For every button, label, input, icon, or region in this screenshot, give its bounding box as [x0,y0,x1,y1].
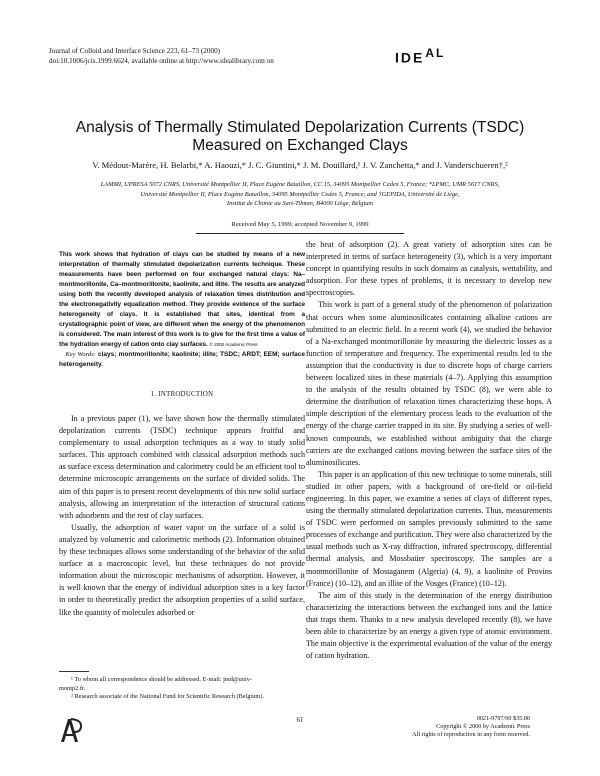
affiliation-line-3: Institut de Chimie au Sart-Tilman, B4000 Liège, Belgium [226,200,374,208]
affiliation-line-1: LAMMI, UPRESA 5072 CNRS, Université Montpellier II, Place Eugène Bataillon, CC 15, 34095 Montpellier Cedex 5, France; *LPMC, UMR 5617 CNRS, [100,181,500,188]
title-line-2: Measured on Exchanged Clays [192,137,408,154]
keywords-label: Key Words: [65,351,96,358]
intro-text-left [59,413,305,619]
academic-press-logo [55,716,85,744]
ideal-logo [395,46,445,66]
ideal-logo-mark: AL [425,46,446,60]
copyright-line: Copyright © 2000 by Academic Press [436,723,530,731]
affiliation-line-2: Université Montpellier II, Place Eugène Bataillon, 34095 Montpellier Cedex 5, France; and †GEPIDA, Université de Liège, [140,190,460,198]
section-heading-introduction: 1. INTRODUCTION [150,391,214,398]
abstract [59,250,305,350]
received-dates: Received May 5, 1999; accepted November 9, 1999 [231,221,369,228]
journal-header [49,47,379,66]
paragraph: the heat of adsorption (2). A great variety of adsorption sites can be interpreted in terms of surface heterogeneity (3), which is a very important concept in quantifying results in such domains as catalysis, wettability, and adsorption. For these types of problems, it is necessary to develop new spectroscopies. [306,240,552,298]
footnote-1: ¹ To whom all correspondence should be addressed. E-mail: jmd@univ- [71,676,252,683]
journal-citation: Journal of Colloid and Interface Science 223, 61–73 (2000) [49,47,221,55]
abstract-text: This work shows that hydration of clays can be studied by means of a new interpretation of thermally stimulated depolarization currents technique. These measurements have been performed on four exchanged natural clays: Na–montmorillonite, Ca–montmorillonite, kaolinite, and illite. The results are analyzed using both the recently developed analysis of relaxation times distribution and the electronegativity equalization method. They provide evidence of the surface heterogeneity of clays. It is established that sites, identical from a crystallographic point of view, are different when the energy of the phenomenon is considered. The main interest of this work is to give for the first time a value of the hydration energy of cation onto clay surfaces. [59,251,305,348]
affiliations [50,180,550,209]
author-list: V. Médout-Marère, H. Belarbi,* A. Haouzi,* J. C. Giuntini,* J. M. Douillard,¹ J. V. Zanchetta,* and J. Vanderschueren†,² [92,160,508,170]
article-title [40,119,560,155]
keywords [59,350,305,370]
page-number: 61 [296,716,304,724]
rights-line: All rights of reproduction in any form reserved. [412,731,530,739]
paragraph: In a previous paper (1), we have shown how the thermally stimulated depolarization currents (TSDC) technique appears fruitful and complementary to usual adsorption techniques as a way to study solid surfaces. This approach combined with classical adsorption methods such as surface excess determination and calorimetry could be an efficient tool to determine microscopic arrangements on the surface of divided solids. The aim of this paper is to present recent developments of this new solid surface analysis, allowing an interpretation of the interaction of structural cations with adsorbents and the rest of clay surfaces. [59,414,305,520]
keywords-list: clays; montmorillonite; kaolinite; illite; TSDC; ARDT; EEM; surface heterogeneity. [59,351,305,368]
price-code: 0021-9797/00 $35.00 [476,715,530,722]
paragraph: This work is part of a general study of the phenomenon of polarization that occurs when some aluminosilicates containing alkaline cations are submitted to an electric field. In a recent work (4), we studied the behavior of a Na-exchanged montmorillonite by measuring the dielectric losses as a function of temperature and frequency. The experimental results led to the assumption that the conductivity is due to discrete hops of charge carriers between localized sites in these materials (4–7). Applying this assumption to the analysis of the results obtained by TSDC (8), we were able to determine the distribution of relaxation times characterizing these hops. A simple description of the elementary process leads to the evaluation of the energy of the charge carrier trapped in its site. By studying a series of well-known compounds, we established without ambiguity that the charge carriers are the exchanged cations moving between the surface sites of the aluminosilicates. [306,300,552,467]
title-line-1: Analysis of Thermally Stimulated Depolarization Currents (TSDC) [75,119,525,136]
intro-text-right [306,239,552,662]
footnotes [59,676,305,702]
footnote-divider [59,671,89,672]
copyright-block [412,715,530,740]
right-column [306,239,552,662]
paragraph: The aim of this study is the determination of the energy distribution characterizing the interactions between the exchanged ions and the lattice that traps them. Thanks to a new analysis developed recently (8), we have been able to characterize by an energy a given type of atomic environment. The main objective is the experimental evaluation of the value of the energy of cation hydration. [306,590,552,661]
ideal-logo-text: IDE [395,49,425,66]
abstract-copyright: © 2000 Academic Press [209,342,258,347]
footnote-2: ² Research associate of the National Fund for Scientific Research (Belgium). [71,693,265,701]
header-divider [196,233,404,234]
paragraph: This paper is an application of this new technique to some minerals, still studied in other papers, with a background of ore-field or oil-field engineering. In this paper, we examine a series of clays of different types, using the thermally stimulated depolarization currents. Thus, measurements of TSDC were performed on samples previously submitted to the same processes of exchange and purification. They were also characterized by the usual methods such as X-ray diffraction, infrared spectroscopy, differential thermal analysis, and Mossbaüer spectroscopy. The samples are a montmorillonite of Mostaganem (Algeria) (4, 9), a kaolinite of Provins (France) (10–12), and an illite of the Vosges (France) (10–12). [306,469,552,588]
journal-doi: doi:10.1006/jcis.1999.6624, available online at http://www.idealibrary.com on [49,56,274,65]
left-column [59,250,305,619]
footnote-1-continued: montp2.fr. [59,684,86,692]
paragraph: Usually, the adsorption of water vapor on the surface of a solid is analyzed by volumetric and calorimetric methods (2). Information obtained by these techniques allows some understanding of the behavior of the solid surface at a macroscopic level, but these techniques do not provide information about the microscopic mechanisms of adsorption. However, it is well known that the energy of individual adsorption sites is a key factor in order to theoretically predict the adsorption properties of a solid surface, like the quantity of molecules adsorbed or [59,522,305,617]
